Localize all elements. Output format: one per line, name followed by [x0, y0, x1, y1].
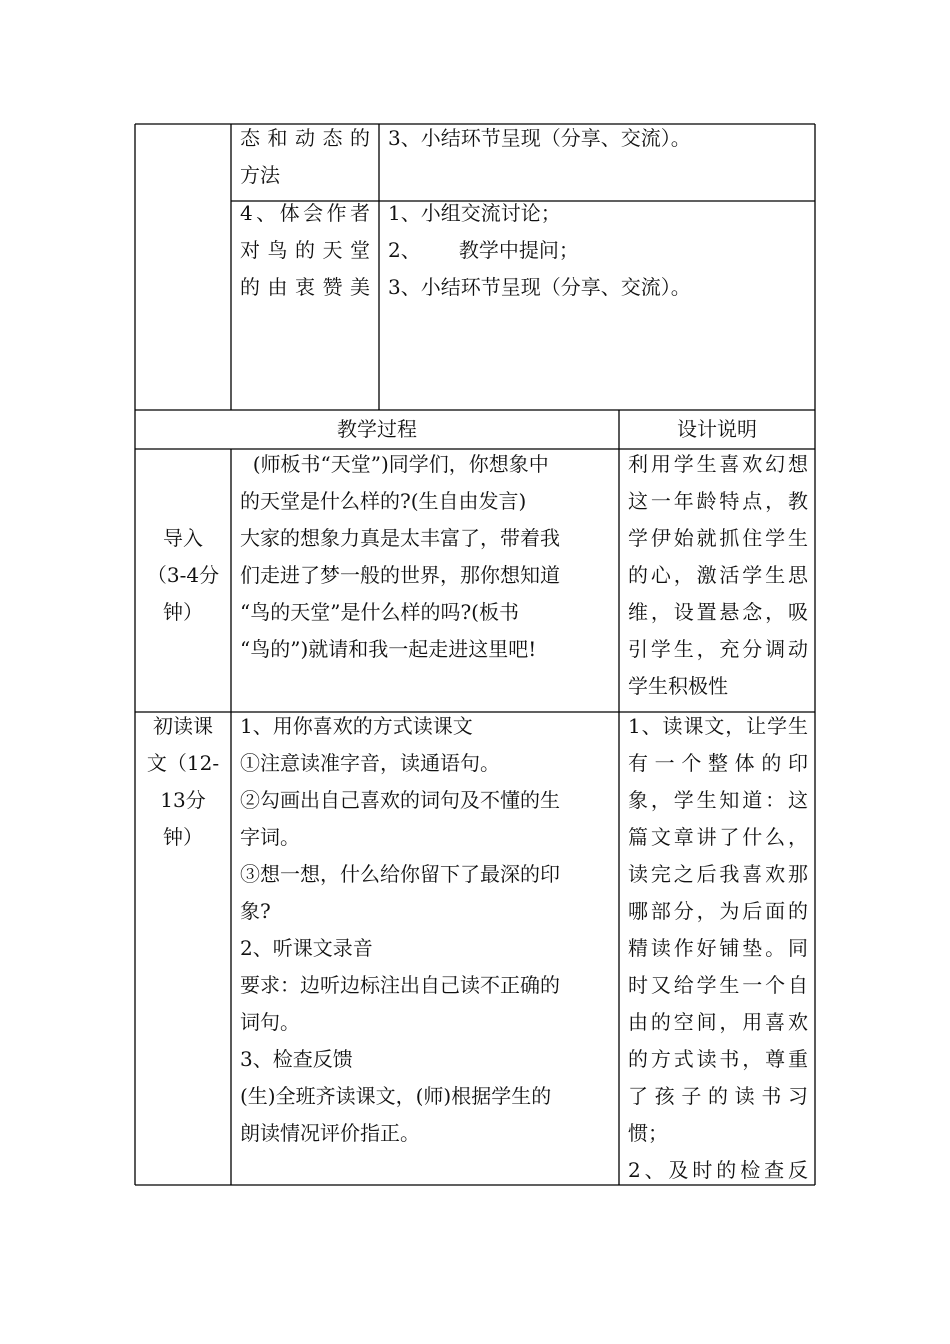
design-line: 由的空间，用喜欢 [628, 1010, 808, 1034]
objective-line: 对鸟的天堂 [240, 238, 370, 262]
design-line: 有一个整体的印 [628, 751, 808, 775]
stage-label-line: 文（12- [146, 751, 220, 775]
design-line: 的方式读书，尊重 [628, 1047, 808, 1071]
stage-design-first-reading [628, 708, 808, 1189]
stage-label-line: 钟） [163, 600, 203, 624]
stage-label-line: 13分 [160, 788, 206, 812]
design-line: 学伊始就抓住学生 [628, 526, 808, 550]
process-line: ②勾画出自己喜欢的词句及不懂的生 [240, 788, 560, 812]
method-cell-2 [388, 195, 808, 306]
objective-cell-2 [240, 195, 370, 306]
stage-label-line: 钟） [163, 825, 203, 849]
stage-label-first-reading [135, 708, 231, 856]
process-line: ①注意读准字音，读通语句。 [240, 751, 500, 775]
stage-label-line: 导入 [163, 526, 203, 550]
process-line: 字词。 [240, 825, 300, 849]
design-line: 时又给学生一个自 [628, 973, 808, 997]
method-line: 3、小结环节呈现（分享、交流）。 [388, 126, 691, 150]
design-line: 读完之后我喜欢那 [628, 862, 808, 886]
design-line: 了孩子的读书习 [628, 1084, 808, 1108]
objective-line: 的由衷赞美 [240, 275, 370, 299]
process-line: (师板书“天堂”)同学们，你想象中 [240, 452, 549, 476]
design-line: 利用学生喜欢幻想 [628, 452, 808, 476]
design-line: 的心，激活学生思 [628, 563, 808, 587]
stage-label-line: 初读课 [153, 714, 213, 738]
stage-design-intro [628, 446, 808, 705]
design-line: 象，学生知道：这 [628, 788, 808, 812]
process-line: 大家的想象力真是太丰富了，带着我 [240, 526, 560, 550]
process-line: 2、听课文录音 [240, 936, 373, 960]
design-line: 这一年龄特点，教 [628, 489, 808, 513]
process-line: 3、检查反馈 [240, 1047, 353, 1071]
process-line: 词句。 [240, 1010, 300, 1034]
process-line: “鸟的”)就请和我一起走进这里吧! [240, 637, 537, 661]
method-line: 1、小组交流讨论； [388, 201, 561, 225]
process-line: 要求：边听边标注出自己读不正确的 [240, 973, 560, 997]
design-line: 哪部分，为后面的 [628, 899, 808, 923]
method-line: 3、小结环节呈现（分享、交流）。 [388, 275, 691, 299]
stage-label-intro [135, 520, 231, 631]
design-line: 惯； [628, 1121, 668, 1145]
objective-line: 方法 [240, 163, 280, 187]
process-line: 朗读情况评价指正。 [240, 1121, 420, 1145]
design-line: 2、及时的检查反 [628, 1158, 808, 1182]
objective-line: 态和动态的 [240, 126, 370, 150]
process-header: 教学过程 [337, 417, 417, 441]
design-line: 精读作好铺垫。同 [628, 936, 808, 960]
stage-process-intro [240, 446, 612, 668]
stage-process-first-reading [240, 708, 612, 1152]
design-line: 篇文章讲了什么， [628, 825, 808, 849]
process-line: 们走进了梦一般的世界，那你想知道 [240, 563, 560, 587]
process-line: 的天堂是什么样的?(生自由发言) [240, 489, 527, 513]
design-line: 引学生，充分调动 [628, 637, 808, 661]
stage-label-line: （3-4分 [146, 563, 220, 587]
process-line: ③想一想，什么给你留下了最深的印 [240, 862, 560, 886]
design-header: 设计说明 [677, 417, 757, 441]
design-line: 维，设置悬念，吸 [628, 600, 808, 624]
process-line: 象? [240, 899, 271, 923]
method-line: 2、 教学中提问； [388, 238, 579, 262]
method-cell-1 [388, 120, 808, 157]
process-line: 1、用你喜欢的方式读课文 [240, 714, 473, 738]
objective-line: 4、体会作者 [240, 201, 370, 225]
design-line: 1、读课文，让学生 [628, 714, 808, 738]
process-line: (生)全班齐读课文，(师)根据学生的 [240, 1084, 552, 1108]
objective-cell-1 [240, 120, 370, 194]
process-line: “鸟的天堂”是什么样的吗?(板书 [240, 600, 519, 624]
design-line: 学生积极性 [628, 674, 728, 698]
